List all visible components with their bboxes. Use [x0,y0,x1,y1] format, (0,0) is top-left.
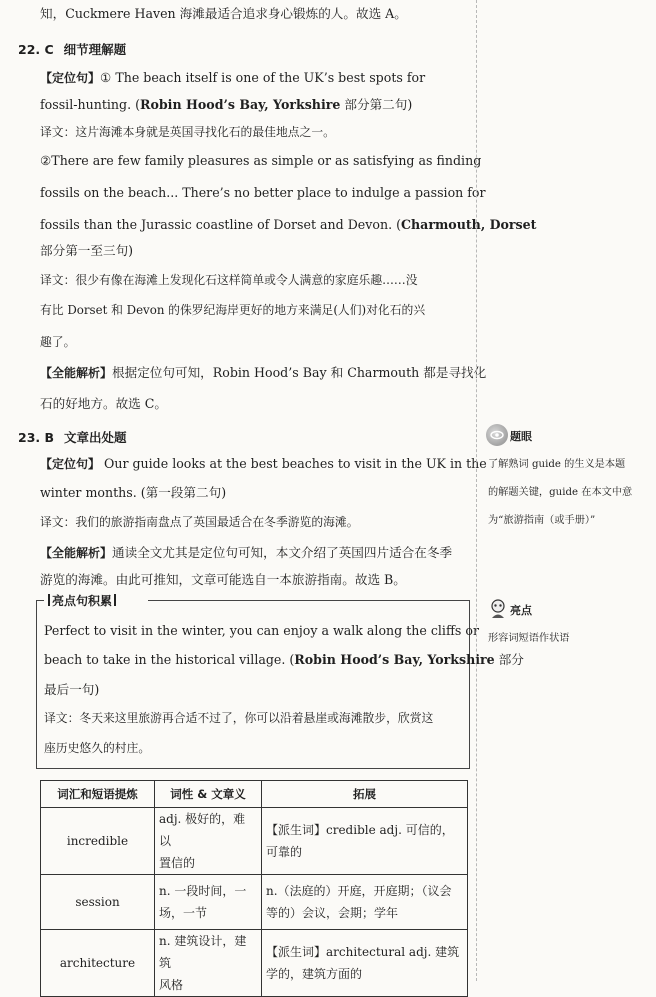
q22-translation2-l3: 趣了。 [40,335,76,349]
mascot-icon [488,598,508,620]
vocab-pos-l1: adj. 极好的，难以 [159,812,246,848]
q22-translation2-l2: 有比 Dorset 和 Devon 的侏罗纪海岸更好的地方来满足(人们)对化石的兴 [40,303,426,317]
vocab-ext-l1: 【派生词】credible adj. 可信的， [266,823,454,837]
vocab-word: architecture [41,930,155,997]
q22-s1-l1: The beach itself is one of the UK’s best spots for [111,70,426,85]
q22-s1-l2c: 部分第二句) [340,97,413,112]
highlight-l2 [44,652,524,668]
note1-l1: 了解熟词 guide 的生义是本题 [488,459,626,470]
vocab-ext-l1: 【派生词】architectural adj. 建筑 [266,945,460,959]
q23-locate-line2: winter months. (第一段第二句) [40,485,227,500]
q22-s1-l2a: fossil-hunting. ( [40,97,140,112]
q22-type: 细节理解题 [63,42,127,57]
vocab-pos-l1: n. 一段时间，一 [159,884,247,898]
q22-analysis-line1 [40,365,486,381]
q23-locate-line1 [40,456,487,472]
q23-locate-l1: Our guide looks at the best beaches to visit in the UK in the [100,456,487,471]
top-line: 知，Cuckmere Haven 海滩最适合追求身心锻炼的人。故选 A。 [40,6,407,21]
q23-analysis-line2: 游览的海滩。由此可推知，文章可能选自一本旅游指南。故选 B。 [40,572,406,587]
vocab-pos [155,808,262,875]
vocab-ext [262,875,468,930]
q22-s2-line4: 部分第一至三句) [40,243,134,258]
note2-label: 亮点 [510,604,532,617]
table-row [41,808,468,875]
q22-s2-l1: There are few family pleasures as simple or as satisfying as finding [51,153,482,168]
q23-number: 23. B [18,430,55,445]
q23-locate-tag: 【定位句】 [40,457,101,471]
note1-l3: 为“旅游指南（或手册）” [488,515,596,526]
q22-heading [18,40,126,58]
vocab-table [40,780,468,997]
note1-label: 题眼 [510,430,532,443]
vocab-pos [155,930,262,997]
vocab-ext-l1: n.（法庭的）开庭，开庭期；（议会 [266,884,452,898]
q22-s2-line1 [40,153,481,169]
q23-type: 文章出处题 [64,430,127,445]
q22-analysis-l1: 根据定位句可知，Robin Hood’s Bay 和 Charmouth 都是寻找化 [112,365,487,380]
vocab-ext-l2: 等的）会议，会期；学年 [266,906,399,920]
q23-analysis-tag: 【全能解析】 [40,546,113,560]
q22-s2-line2: fossils on the beach... There’s no better place to indulge a passion for [40,185,486,200]
vocab-header-row [41,781,468,808]
q23-analysis-l1: 通读全文尤其是定位句可知，本文介绍了英国四片适合在冬季 [112,545,453,560]
vocab-ext [262,930,468,997]
q22-s1-source: Robin Hood’s Bay, Yorkshire [140,97,341,112]
highlight-source: Robin Hood’s Bay, Yorkshire [294,652,495,667]
eye-icon [486,424,508,446]
q22-s1-num: ① [100,70,112,85]
highlight-l2a: beach to take in the historical village. ( [44,652,295,667]
q22-s2-num: ② [40,153,52,168]
q22-s2-source: Charmouth, Dorset [401,217,537,232]
highlight-l3: 最后一句) [44,682,100,697]
vocab-pos-l2: 置信的 [159,856,196,870]
highlight-title-text: 亮点句积累 [52,594,113,608]
vocab-word: incredible [41,808,155,875]
vocab-pos-l1: n. 建筑设计，建筑 [159,934,247,970]
vocab-pos [155,875,262,930]
q22-s2-l3a: fossils than the Jurassic coastline of Dorset and Devon. ( [40,217,401,232]
q23-analysis-line1 [40,545,452,561]
table-row [41,875,468,930]
q22-locate-tag: 【定位句】 [40,71,101,85]
vocab-word: session [41,875,155,930]
vocab-ext-l2: 可靠的 [266,845,303,859]
highlight-tr-l2: 座历史悠久的村庄。 [44,741,151,755]
q22-translation2-l1: 译文：很少有像在海滩上发现化石这样简单或令人满意的家庭乐趣……没 [40,273,418,287]
q22-locate-line1 [40,70,425,86]
highlight-l2c: 部分 [494,652,524,667]
vocab-header-word: 词汇和短语提炼 [41,781,155,808]
q22-analysis-tag: 【全能解析】 [40,366,113,380]
vocab-header-pos: 词性 & 文章义 [155,781,262,808]
vocab-header-ext: 拓展 [262,781,468,808]
table-row [41,930,468,997]
vocab-ext-l2: 学的，建筑方面的 [266,967,363,981]
q23-heading [18,428,127,446]
note2-l1: 形容词短语作状语 [488,633,570,644]
highlight-tr-l1: 译文：冬天来这里旅游再合适不过了，你可以沿着悬崖或海滩散步，欣赏这 [44,711,434,725]
q23-translation: 译文：我们的旅游指南盘点了英国最适合在冬季游览的海滩。 [40,515,359,529]
highlight-l1: Perfect to visit in the winter, you can enjoy a walk along the cliffs or [44,623,479,638]
column-divider [476,0,477,981]
q22-number: 22. C [18,42,54,57]
q22-locate-line2 [40,97,412,113]
vocab-pos-l2: 风格 [159,978,184,992]
vocab-pos-l2: 场，一节 [159,906,208,920]
q22-analysis-line2: 石的好地方。故选 C。 [40,396,167,411]
highlight-box-title [46,592,118,609]
q22-s2-line3 [40,217,536,233]
q22-translation1: 译文：这片海滩本身就是英国寻找化石的最佳地点之一。 [40,125,335,139]
vocab-ext [262,808,468,875]
note1-l2: 的解题关键，guide 在本文中意 [488,487,633,498]
